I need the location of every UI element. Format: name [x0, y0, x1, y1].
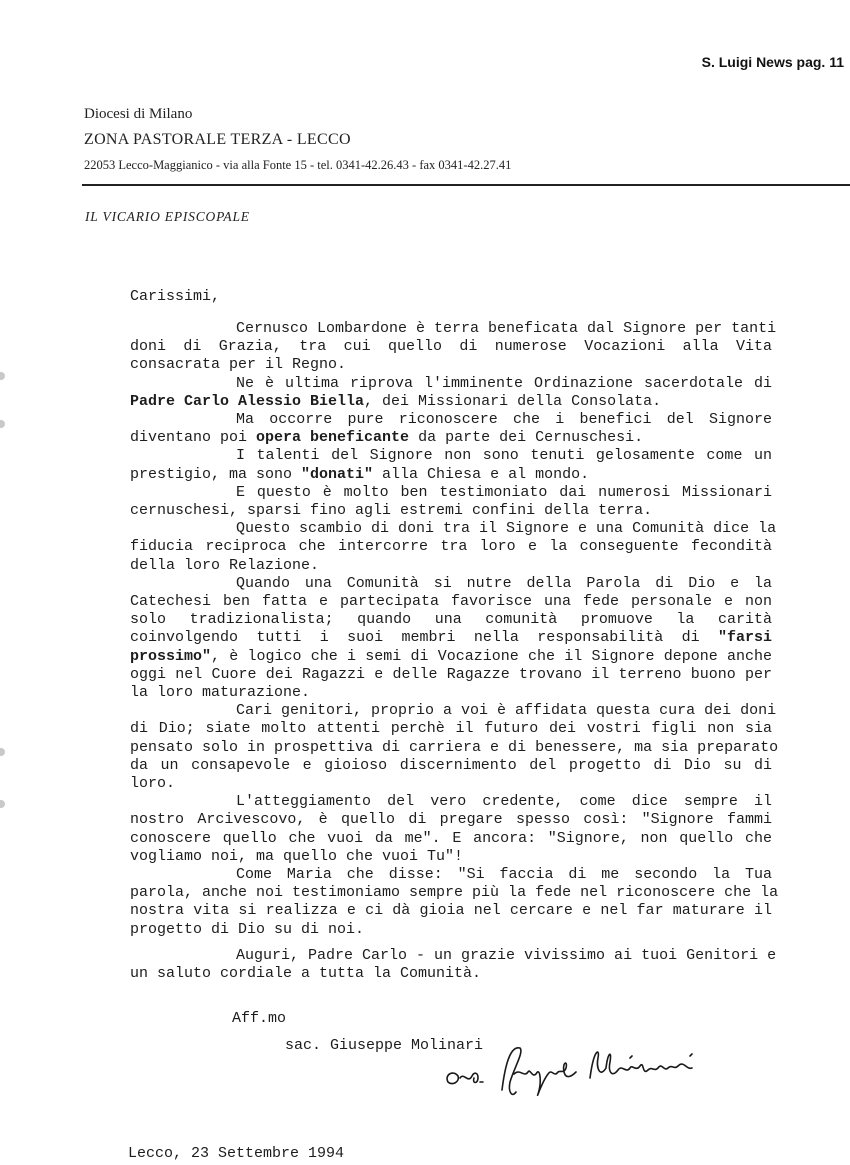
letter-line: Cari genitori, proprio a voi è affidata questa cura dei doni	[236, 702, 777, 720]
pastoral-zone: ZONA PASTORALE TERZA - LECCO	[84, 131, 351, 148]
office-title: IL VICARIO EPISCOPALE	[85, 209, 250, 224]
letter-line: da un consapevole e gioioso discernimento del progetto di Dio su di	[130, 756, 772, 774]
text-run: prestigio, ma sono	[130, 465, 302, 483]
header-divider	[82, 184, 850, 186]
letter-line: oggi nel Cuore dei Ragazzi e delle Ragazze trovano il terreno buono per	[130, 665, 772, 683]
binding-hole	[0, 800, 5, 808]
letter-line: conoscere quello che vuoi da me". E ancora: "Signore, non quello che	[130, 829, 772, 847]
bold-phrase: prossimo"	[130, 647, 212, 665]
letter-line: consacrata per il Regno.	[130, 356, 347, 374]
letter-line: la loro maturazione.	[130, 684, 311, 701]
letter-line: Ne è ultima riprova l'imminente Ordinazione sacerdotale di	[236, 374, 772, 392]
text-run: alla Chiesa e al mondo.	[373, 465, 590, 483]
binding-hole	[0, 420, 5, 428]
signer-name: sac. Giuseppe Molinari	[285, 1037, 484, 1054]
letter-line	[130, 466, 772, 484]
letter-line: parola, anche noi testimoniamo sempre più la fede nel riconoscere che la	[130, 884, 779, 902]
closing: Aff.mo	[232, 1010, 287, 1027]
letter-line: Questo scambio di doni tra il Signore e una Comunità dice la	[236, 520, 777, 538]
letter-line: di Dio; siate molto attenti perchè il futuro dei vostri figli non sia	[130, 720, 772, 738]
letter-line: Cernusco Lombardone è terra beneficata dal Signore per tanti	[236, 320, 777, 337]
page-header: S. Luigi News pag. 11	[701, 54, 844, 70]
letter-line: Quando una Comunità si nutre della Parola di Dio e la	[236, 574, 772, 592]
letter-line	[130, 648, 772, 666]
letter-line: E questo è molto ben testimoniato dai numerosi Missionari	[236, 483, 772, 501]
letter-line: solo tradizionalista; quando una comunità promuove la carità	[130, 611, 772, 629]
letter-line: vogliamo noi, ma quello che vuoi Tu"!	[130, 847, 464, 865]
diocese-name: Diocesi di Milano	[84, 106, 193, 122]
text-run: da parte dei Cernuschesi.	[409, 429, 644, 447]
letter-line: della loro Relazione.	[130, 556, 320, 574]
bold-phrase: "farsi	[717, 629, 772, 647]
bold-phrase: Padre Carlo Alessio Biella	[130, 392, 365, 410]
letter-line	[130, 629, 772, 647]
salutation: Carissimi,	[130, 288, 221, 305]
binding-hole	[0, 372, 5, 380]
text-run: , dei Missionari della Consolata.	[364, 392, 662, 410]
text-run: , è logico che i semi di Vocazione che il Signore depone anche	[211, 647, 772, 665]
letter-line: L'atteggiamento del vero credente, come dice sempre il	[236, 793, 772, 811]
letter-line: pensato solo in prospettiva di carriera e di benessere, ma sia preparato	[130, 738, 779, 756]
letter-line: nostra vita si realizza e ci dà gioia nel cercare e nel far maturare il	[130, 902, 772, 920]
bold-phrase: opera beneficante	[256, 429, 410, 447]
letter-line: Catechesi ben fatta e partecipata favorisce una fede personale e non	[130, 593, 772, 610]
letter-line: doni di Grazia, tra cui quello di numerose Vocazioni alla Vita	[130, 338, 772, 356]
text-run: diventano poi	[130, 429, 257, 447]
letter-line: I talenti del Signore non sono tenuti gelosamente come un	[236, 447, 772, 465]
handwritten-signature	[440, 1038, 720, 1102]
address-line: 22053 Lecco-Maggianico - via alla Fonte 15 - tel. 0341-42.26.43 - fax 0341-42.27.41	[84, 158, 512, 172]
letter-line: nostro Arcivescovo, è quello di pregare spesso così: "Signore fammi	[130, 811, 772, 829]
letter-line	[130, 393, 772, 411]
letter-line	[130, 429, 772, 447]
bold-phrase: "donati"	[301, 465, 374, 483]
letter-line: fiducia reciproca che intercorre tra loro e la conseguente fecondità	[130, 538, 772, 556]
letter-line: un saluto cordiale a tutta la Comunità.	[130, 965, 482, 982]
letter-line: Auguri, Padre Carlo - un grazie vivissimo ai tuoi Genitori e	[236, 946, 777, 964]
binding-hole	[0, 748, 5, 756]
text-run: coinvolgendo tutti i suoi membri nella responsabilità di	[130, 629, 718, 647]
letter-line: progetto di Dio su di noi.	[130, 920, 365, 938]
letter-line: cernuschesi, sparsi fino agli estremi confini della terra.	[130, 502, 653, 519]
letter-line: loro.	[130, 775, 176, 792]
place-and-date: Lecco, 23 Settembre 1994	[128, 1145, 345, 1162]
letter-line: Come Maria che disse: "Si faccia di me secondo la Tua	[236, 866, 772, 883]
letter-line: Ma occorre pure riconoscere che i benefici del Signore	[236, 411, 772, 428]
